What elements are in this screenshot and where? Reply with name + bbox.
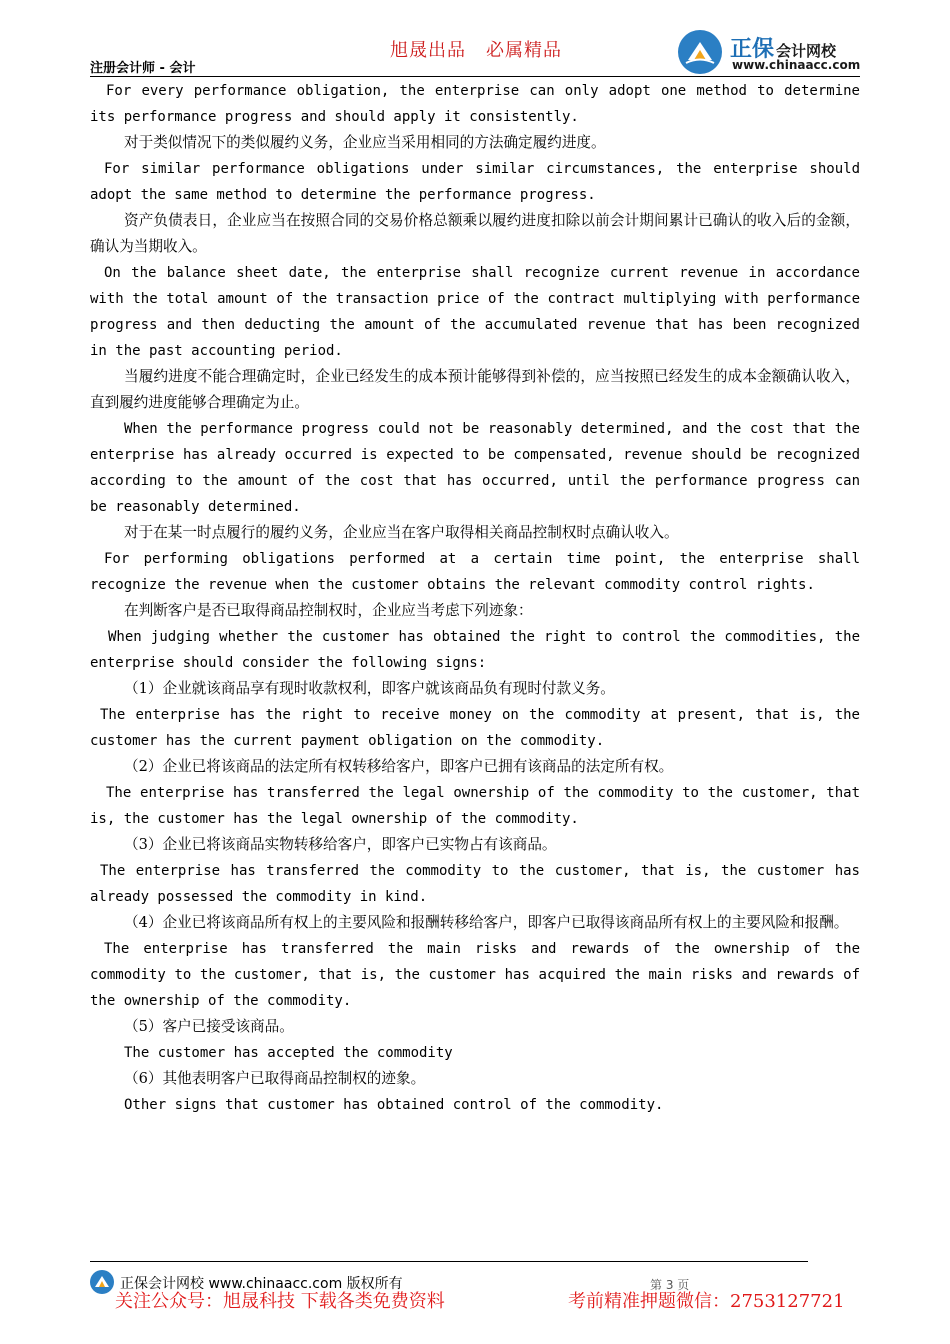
logo-url: www.chinaacc.com bbox=[732, 58, 861, 72]
chinese-paragraph: 资产负债表日，企业应当在按照合同的交易价格总额乘以履约进度扣除以前会计期间累计已确认的收入后的金额，确认为当期收入。 bbox=[90, 212, 860, 255]
chinese-paragraph: （2）企业已将该商品的法定所有权转移给客户，即客户已拥有该商品的法定所有权。 bbox=[124, 758, 674, 775]
english-paragraph: Other signs that customer has obtained control of the commodity. bbox=[124, 1097, 664, 1113]
chinese-paragraph: （4）企业已将该商品所有权上的主要风险和报酬转移给客户，即客户已取得该商品所有权上的主要风险和报酬。 bbox=[124, 914, 849, 931]
chinese-paragraph: 对于类似情况下的类似履约义务，企业应当采用相同的方法确定履约进度。 bbox=[124, 134, 606, 151]
logo-emblem-icon bbox=[678, 30, 722, 74]
footer-copyright: 正保会计网校 www.chinaacc.com 版权所有 bbox=[120, 1276, 403, 1292]
subject-label: 注册会计师 - 会计 bbox=[90, 61, 196, 76]
english-paragraph: For performing obligations performed at a certain time point, the enterprise shall recognize the revenue when the customer obtains the relevant commodity control rights. bbox=[90, 551, 860, 593]
english-paragraph: When judging whether the customer has obtained the right to control the commodities, the enterprise should consider the following signs: bbox=[90, 629, 860, 671]
footer-promo-wechat-account: 关注公众号：旭晟科技 下载各类免费资料 bbox=[115, 1291, 445, 1312]
chinese-paragraph: 在判断客户是否已取得商品控制权时，企业应当考虑下列迹象： bbox=[124, 602, 533, 619]
chinese-paragraph: （3）企业已将该商品实物转移给客户，即客户已实物占有该商品。 bbox=[124, 836, 557, 853]
document-body bbox=[90, 78, 860, 1118]
english-paragraph: For every performance obligation, the enterprise can only adopt one method to determine its performance progress and should apply it consistently. bbox=[90, 83, 860, 125]
english-paragraph: The customer has accepted the commodity bbox=[124, 1045, 453, 1061]
logo-name: 正保 会计网校 bbox=[730, 37, 837, 62]
chinese-paragraph: （1）企业就该商品享有现时收款权利，即客户就该商品负有现时付款义务。 bbox=[124, 680, 615, 697]
page-header bbox=[0, 0, 950, 82]
header-divider bbox=[90, 76, 860, 77]
chinaacc-logo[interactable] bbox=[678, 30, 868, 74]
english-paragraph: The enterprise has transferred the main risks and rewards of the ownership of the commodity to the customer, that is, the customer has acquired the main risks and rewards of the ownership of the commodity. bbox=[90, 941, 860, 1009]
footer-promo-contact: 考前精准押题微信：2753127721 bbox=[568, 1291, 845, 1312]
english-paragraph: On the balance sheet date, the enterprise shall recognize current revenue in accordance with the total amount of the transaction price of the contract multiplying with performance progress and then deducting the amount of the accumulated revenue that has been recognized in the past accounting period. bbox=[90, 265, 860, 359]
english-paragraph: The enterprise has the right to receive money on the commodity at present, that is, the customer has the current payment obligation on the commodity. bbox=[90, 707, 860, 749]
page-number: 第 3 页 bbox=[650, 1278, 690, 1292]
chinese-paragraph: 当履约进度不能合理确定时，企业已经发生的成本预计能够得到补偿的，应当按照已经发生的成本金额确认收入，直到履约进度能够合理确定为止。 bbox=[90, 368, 860, 411]
footer-divider bbox=[90, 1261, 808, 1262]
english-paragraph: The enterprise has transferred the commodity to the customer, that is, the customer has already possessed the commodity in kind. bbox=[90, 863, 860, 905]
footer-logo-icon bbox=[90, 1270, 114, 1294]
slogan-right: 必属精品 bbox=[486, 40, 562, 61]
slogan-left: 旭晟出品 bbox=[390, 40, 466, 61]
slogan bbox=[390, 36, 562, 62]
english-paragraph: For similar performance obligations under similar circumstances, the enterprise should adopt the same method to determine the performance progress. bbox=[90, 161, 860, 203]
english-paragraph: When the performance progress could not be reasonably determined, and the cost that the enterprise has already occurred is expected to be compensated, revenue should be recognized according to the amount of the cost that has occurred, until the performance progress can be reasonably determined. bbox=[90, 421, 860, 515]
english-paragraph: The enterprise has transferred the legal ownership of the commodity to the customer, that is, the customer has the legal ownership of the commodity. bbox=[90, 785, 860, 827]
chinese-paragraph: 对于在某一时点履行的履约义务，企业应当在客户取得相关商品控制权时点确认收入。 bbox=[124, 524, 679, 541]
chinese-paragraph: （5）客户已接受该商品。 bbox=[124, 1018, 294, 1035]
chinese-paragraph: （6）其他表明客户已取得商品控制权的迹象。 bbox=[124, 1070, 426, 1087]
